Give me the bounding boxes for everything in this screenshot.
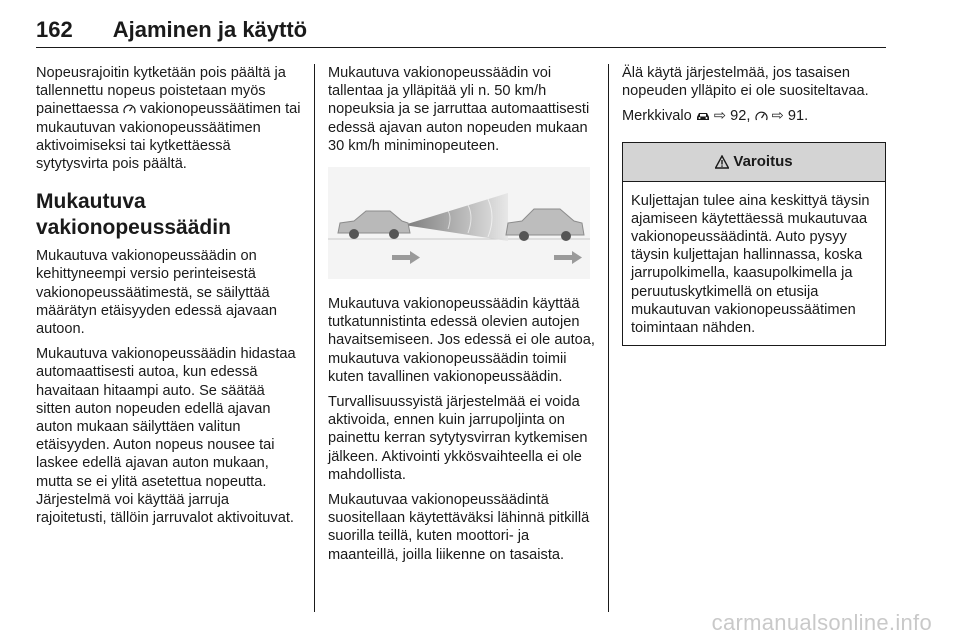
page-title: Ajaminen ja käyttö xyxy=(112,17,308,42)
page-ref-arrow-icon: ⇨ xyxy=(713,108,727,125)
warning-triangle-icon xyxy=(715,155,729,169)
paragraph: Turvallisuussyistä järjestelmää ei voida aktivoida, ennen kuin jarrupoljinta on painettu kerran sytytysvirran kytkemisen jälkeen. Aktivointi ykkösvaihteella ei ole mahdollista. xyxy=(328,394,588,483)
paragraph: Mukautuva vakionopeussäädin on kehittyneempi versio perinteisestä vakionopeussäätimestä, se säilyttää määrätyn etäisyyden edessä ajavaan autoon. xyxy=(36,248,277,338)
column-3 xyxy=(622,64,886,346)
speedometer-icon xyxy=(755,110,768,122)
paragraph: Mukautuva vakionopeussäädin käyttää tutkatunnistinta edessä olevien autojen havaitsemiseen. Jos edessä ei ole autoa, mukautuva vakionopeussäädin toimii kuten tavallinen vakionopeussäädin. xyxy=(328,296,595,385)
paragraph: Mukautuva vakionopeussäädin voi tallentaa ja ylläpitää yli n. 50 km/h nopeuksia ja se jarruttaa automaattisesti edessä ajavan auton nopeuden mukaan 30 km/h miniminopeuteen. xyxy=(328,65,590,154)
paragraph: Mukautuvaa vakionopeussäädintä suositellaan käytettäväksi lähinnä pitkillä suorilla teillä, kuten moottori- ja maanteillä, joilla liikenne on tasaista. xyxy=(328,492,590,563)
watermark: carmanualsonline.info xyxy=(711,610,932,635)
car-icon xyxy=(696,111,710,122)
warning-header xyxy=(623,143,885,182)
page-ref-arrow-icon: ⇨ xyxy=(771,108,784,125)
page-number: 162 xyxy=(36,17,73,42)
warning-box xyxy=(622,142,886,347)
paragraph: Nopeusrajoitin kytketään pois päältä ja tallennettu nopeus poistetaan myös painettaessa vakionopeussäätimen tai mukautuvan vakionopeussäätimen aktivoimiseksi tai kytkettäessä sytytysvirta pois päältä. xyxy=(36,65,301,173)
adaptive-cruise-illustration xyxy=(328,167,590,279)
column-2 xyxy=(328,64,596,571)
section-title: Mukautuva vakionopeussäädin xyxy=(36,190,231,240)
cross-reference: Merkkivalo ⇨ 92, ⇨ 91. xyxy=(622,108,809,125)
speedometer-icon xyxy=(123,103,136,115)
paragraph: Mukautuva vakionopeussäädin hidastaa automaattisesti autoa, kun edessä havaitaan hitaampi auto. Se säätää sitten auton nopeuden edellä ajavan auton mukaan säilyttäen valitun etäisyyden. Auton nopeus nousee tai laskee edellä ajavan auton mukaan, mutta se ei ylitä asetettua nopeutta. Järjestelmä voi käyttää jarruja rajoitetusti, tällöin jarruvalot aktivoituvat. xyxy=(36,346,296,527)
warning-text: Kuljettajan tulee aina keskittyä täysin ajamiseen käytettäessä mukautuvaa vakionopeussäädintä. Auto pysyy täysin kuljettajan hallinnassa, koska jarrupolkimella, kaasupolkimella ja peruutuskytkimellä on etusija mukautuvan vakionopeussäätimen toimintaan nähden. xyxy=(631,192,870,337)
column-1 xyxy=(36,64,302,534)
paragraph: Älä käytä järjestelmää, jos tasaisen nopeuden ylläpito ei ole suositeltavaa. xyxy=(622,65,869,100)
column-divider xyxy=(608,64,609,612)
column-divider xyxy=(314,64,315,612)
warning-title: Varoitus xyxy=(733,152,793,170)
page-header xyxy=(36,10,886,48)
